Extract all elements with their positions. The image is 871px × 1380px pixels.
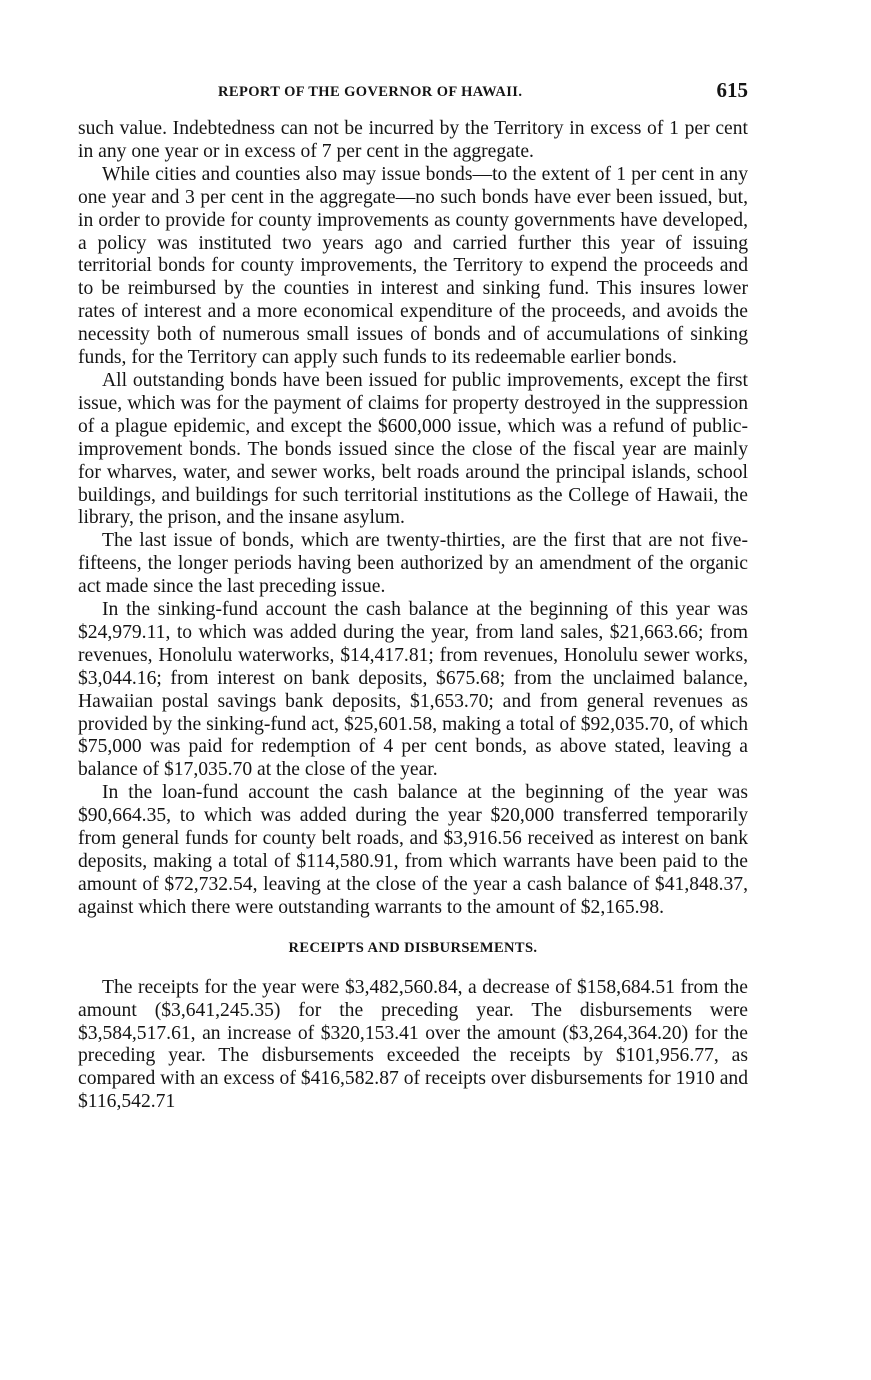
paragraph-sinking-fund: In the sinking-fund account the cash balance at the beginning of this year was $24,979.11, to which was added during the year, from land sales, $21,663.66; from revenues, Honolulu waterworks, $14,417.81; from revenues, Honolulu sewer works, $3,044.16; from interest on bank deposits, $675.68; from the unclaimed balance, Hawaiian postal savings bank deposits, $1,653.70; and from general revenues as provided by the sinking-fund act, $25,601.58, making a total of $92,035.70, of which $75,000 was paid for redemption of 4 per cent bonds, as above stated, leaving a balance of $17,035.70 at the close of the year. — [78, 599, 748, 781]
paragraph-receipts: The receipts for the year were $3,482,560.84, a decrease of $158,684.51 from the amount ($3,641,245.35) for the preceding year. The disbursements were $3,584,517.61, an increase of $320,153.41 over the amount ($3,264,364.20) for the preceding year. The disbursements exceeded the receipts by $101,956.77, as compared with an excess of $416,582.87 of receipts over disbursements for 1910 and $116,542.71 — [78, 976, 748, 1113]
paragraph-outstanding-bonds: All outstanding bonds have been issued for public improvements, except the first issue, which was for the payment of claims for property destroyed in the suppression of a plague epidemic, and except the $600,000 issue, which was a refund of public-improvement bonds. The bonds issued since the close of the fiscal year are mainly for wharves, water, and sewer works, belt roads around the principal islands, school buildings, and buildings for such territorial institutions as the College of Hawaii, the library, the prison, and the insane asylum. — [78, 369, 748, 529]
section-heading: RECEIPTS AND DISBURSEMENTS. — [288, 939, 538, 956]
paragraph-last-issue: The last issue of bonds, which are twenty-thirties, are the first that are not five-fifteens, the longer periods having been authorized by an amendment of the organic act made since the last preceding issue. — [78, 530, 748, 598]
document-page — [78, 78, 748, 1114]
paragraph-county-bonds: While cities and counties also may issue bonds—to the extent of 1 per cent in any one year and 3 per cent in the aggregate—no such bonds have ever been issued, but, in order to provide for county improvements as county governments have developed, a policy was instituted two years ago and carried further this year of issuing territorial bonds for county improvements, the Territory to expend the proceeds and to be reimbursed by the counties in interest and sinking fund. This insures lower rates of interest and a more economical expenditure of the proceeds, and avoids the necessity both of numerous small issues of bonds and of accumulations of sinking funds, for the Territory can apply such funds to its redeemable earlier bonds. — [78, 163, 748, 369]
paragraph-continuation: such value. Indebtedness can not be incurred by the Territory in excess of 1 per cent in any one year or in excess of 7 per cent in the aggregate. — [78, 118, 748, 162]
paragraph-loan-fund: In the loan-fund account the cash balance at the beginning of the year was $90,664.35, to which was added during the year $20,000 transferred temporarily from general funds for county belt roads, and $3,916.56 received as interest on bank deposits, making a total of $114,580.91, from which warrants have been paid to the amount of $72,732.54, leaving at the close of the year a cash balance of $41,848.37, against which there were outstanding warrants to the amount of $2,165.98. — [78, 782, 748, 918]
page-number: 615 — [716, 78, 748, 102]
running-header — [78, 78, 748, 118]
running-title: REPORT OF THE GOVERNOR OF HAWAII. — [218, 84, 523, 100]
